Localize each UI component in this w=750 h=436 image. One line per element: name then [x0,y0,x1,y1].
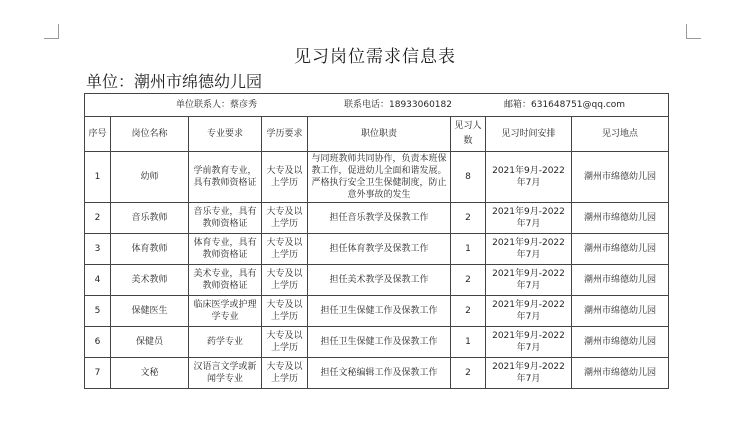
cell-edu: 大专及以上学历 [262,327,308,358]
cell-duty [308,152,451,203]
document-title: 见习岗位需求信息表 [294,47,456,67]
header-major: 专业要求 [189,117,262,152]
cell-major: 美术专业，具有教师资格证 [189,265,262,296]
cell-count: 2 [451,265,486,296]
contact-cell [85,94,669,117]
page-corner-mark-right [686,24,701,39]
cell-place: 潮州市绵德幼儿园 [572,152,669,203]
cell-duty: 担任卫生保健工作及保教工作 [308,296,451,327]
cell-edu: 大专及以上学历 [262,358,308,389]
contact-email: 邮箱：631648751@qq.com [504,100,626,110]
cell-name: 美术教师 [111,265,189,296]
page-corner-mark-left [44,24,59,39]
cell-name: 幼师 [111,152,189,203]
cell-edu: 大专及以上学历 [262,203,308,234]
cell-name: 音乐教师 [111,203,189,234]
cell-name: 保健医生 [111,296,189,327]
cell-major: 学前教育专业，具有教师资格证 [189,152,262,203]
table-row [85,296,669,327]
cell-place: 潮州市绵德幼儿园 [572,234,669,265]
cell-count: 2 [451,358,486,389]
cell-time: 2021年9月-2022年7月 [486,234,572,265]
cell-no: 2 [85,203,111,234]
table-row [85,265,669,296]
cell-no: 1 [85,152,111,203]
cell-count: 2 [451,203,486,234]
cell-name: 保健员 [111,327,189,358]
cell-major: 临床医学或护理学专业 [189,296,262,327]
contact-person: 单位联系人：蔡彦秀 [175,100,257,110]
cell-name: 体育教师 [111,234,189,265]
unit-name: 单位：潮州市绵德幼儿园 [86,72,263,91]
table-row [85,358,669,389]
cell-place: 潮州市绵德幼儿园 [572,358,669,389]
cell-place: 潮州市绵德幼儿园 [572,265,669,296]
cell-count: 1 [451,234,486,265]
cell-place: 潮州市绵德幼儿园 [572,296,669,327]
cell-duty-text: 与同班教师共同协作，负责本班保教工作，促进幼儿全面和谐发展。严格执行安全卫生保健制度，防止意外事故的发生 [311,154,447,200]
cell-edu: 大专及以上学历 [262,265,308,296]
cell-time: 2021年9月-2022年7月 [486,265,572,296]
cell-count: 2 [451,296,486,327]
cell-edu: 大专及以上学历 [262,152,308,203]
cell-time: 2021年9月-2022年7月 [486,358,572,389]
cell-place: 潮州市绵德幼儿园 [572,327,669,358]
cell-no: 7 [85,358,111,389]
cell-major: 体育专业，具有教师资格证 [189,234,262,265]
cell-duty: 担任音乐教学及保教工作 [308,203,451,234]
cell-count: 8 [451,152,486,203]
contact-row [85,94,669,117]
cell-major: 汉语言文学或新闻学专业 [189,358,262,389]
contact-phone: 联系电话：18933060182 [344,100,452,110]
cell-no: 4 [85,265,111,296]
cell-name: 文秘 [111,358,189,389]
header-name: 岗位名称 [111,117,189,152]
table-row [85,203,669,234]
cell-no: 6 [85,327,111,358]
cell-edu: 大专及以上学历 [262,234,308,265]
cell-time: 2021年9月-2022年7月 [486,296,572,327]
cell-time: 2021年9月-2022年7月 [486,327,572,358]
cell-major: 音乐专业，具有教师资格证 [189,203,262,234]
cell-edu: 大专及以上学历 [262,296,308,327]
header-count: 见习人数 [451,117,486,152]
cell-count: 1 [451,327,486,358]
header-no: 序号 [85,117,111,152]
cell-time: 2021年9月-2022年7月 [486,152,572,203]
cell-no: 3 [85,234,111,265]
cell-duty: 担任体育教学及保教工作 [308,234,451,265]
cell-no: 5 [85,296,111,327]
cell-duty: 担任美术教学及保教工作 [308,265,451,296]
cell-duty: 担任卫生保健工作及保教工作 [308,327,451,358]
table-row [85,152,669,203]
table-row [85,327,669,358]
cell-major: 药学专业 [189,327,262,358]
header-duty: 职位职责 [308,117,451,152]
cell-time: 2021年9月-2022年7月 [486,203,572,234]
header-place: 见习地点 [572,117,669,152]
position-table [84,93,669,389]
header-time: 见习时间安排 [486,117,572,152]
cell-duty: 担任文秘编辑工作及保教工作 [308,358,451,389]
cell-place: 潮州市绵德幼儿园 [572,203,669,234]
header-row [85,117,669,152]
table-row [85,234,669,265]
header-edu: 学历要求 [262,117,308,152]
